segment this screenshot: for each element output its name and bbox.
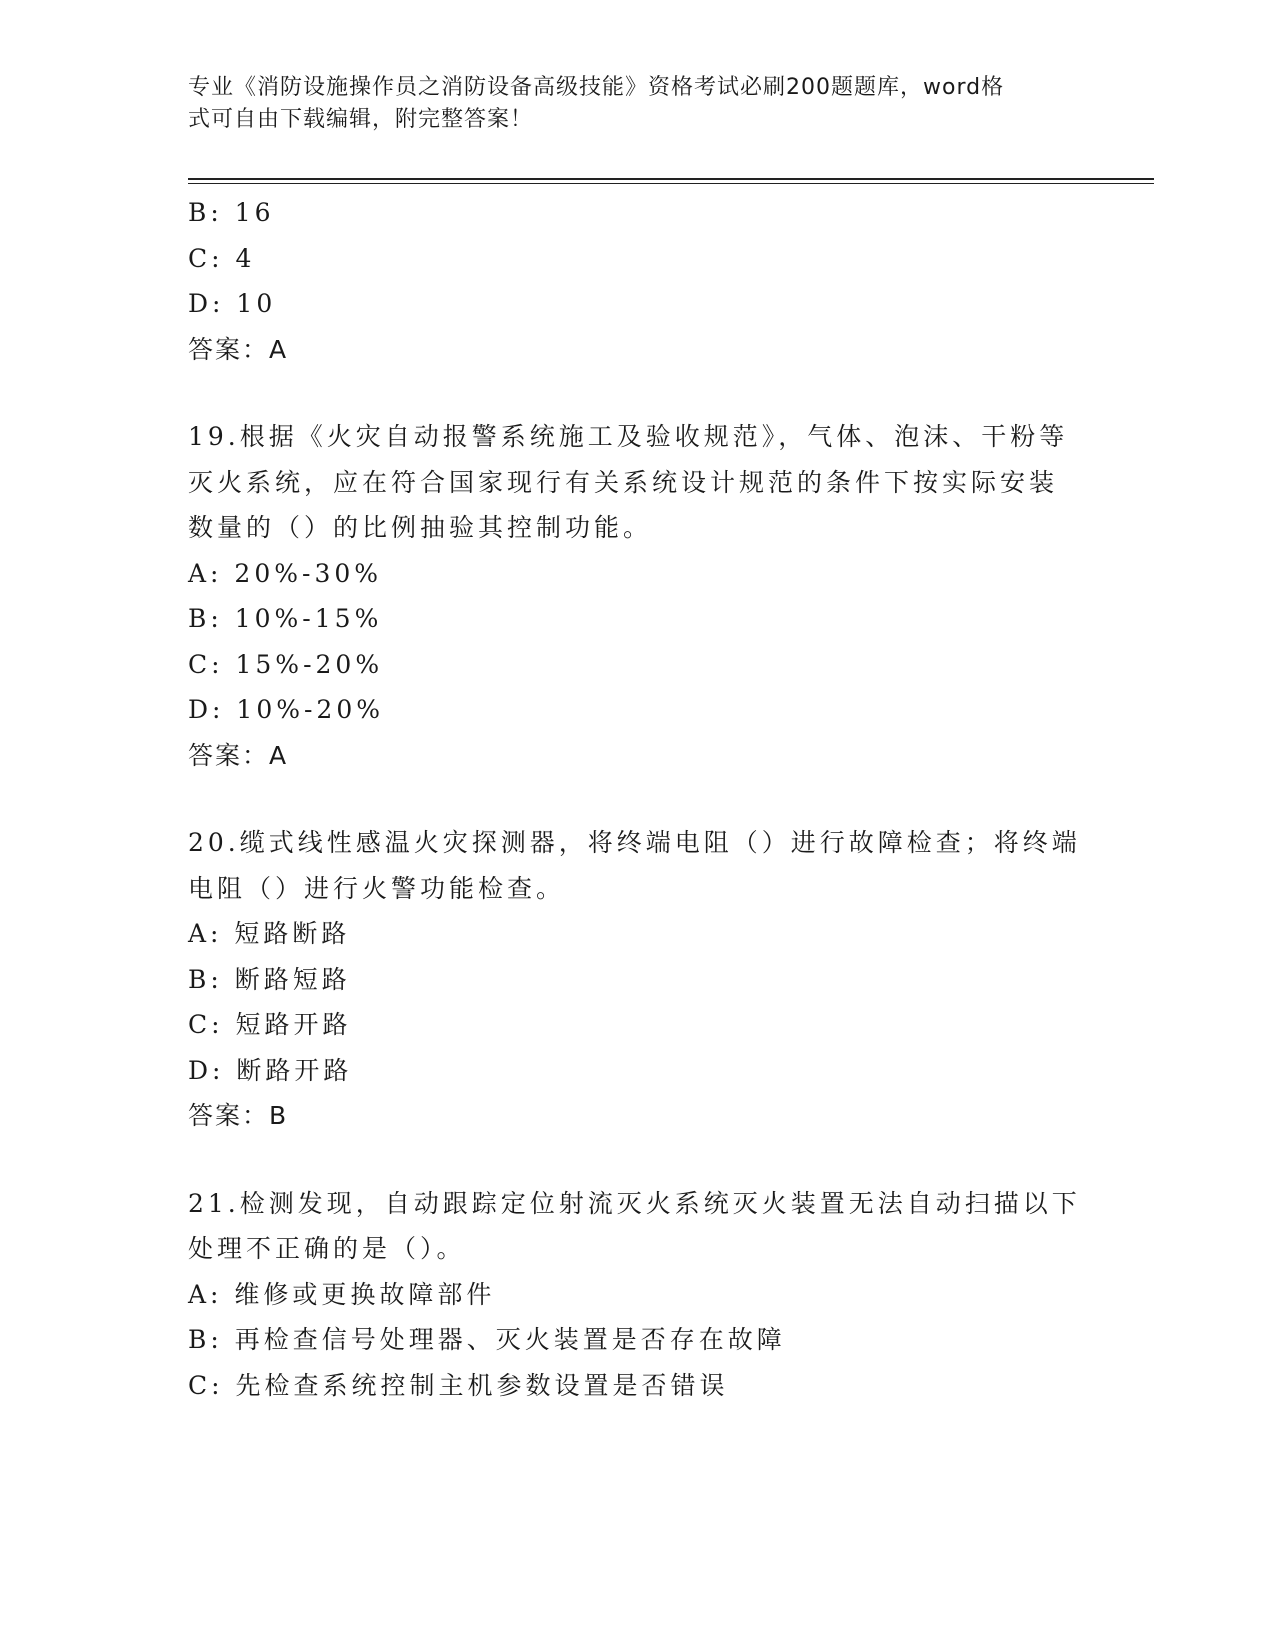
option-d: D: 10%-20% — [188, 695, 384, 724]
question-content — [188, 190, 1088, 1408]
question-20 — [188, 820, 1088, 1139]
question-text: 数量的（）的比例抽验其控制功能。 — [188, 513, 653, 542]
question-text: 21.检测发现，自动跟踪定位射流灭火系统灭火装置无法自动扫描以下 — [188, 1188, 1081, 1218]
previous-question-tail — [188, 190, 1088, 372]
header-rule-thin — [188, 183, 1154, 184]
question-text: 处理不正确的是（）。 — [188, 1234, 466, 1263]
option-a: A: 维修或更换故障部件 — [188, 1279, 496, 1309]
answer-line: 答案：A — [188, 334, 289, 364]
header-line-2: 式可自由下载编辑，附完整答案！ — [188, 107, 534, 132]
question-21 — [188, 1181, 1088, 1409]
document-header — [188, 72, 1068, 136]
option-b: B: 10%-15% — [188, 604, 383, 633]
question-19 — [188, 414, 1088, 778]
header-rule-thick — [188, 178, 1154, 180]
option-c: C: 短路开路 — [188, 1010, 352, 1039]
option-c: C: 15%-20% — [188, 649, 384, 679]
answer-line: 答案：B — [188, 1101, 289, 1130]
header-line-1: 专业《消防设施操作员之消防设备高级技能》资格考试必刷200题题库，word格 — [188, 75, 1005, 100]
answer-line: 答案：A — [188, 740, 289, 770]
option-d: D: 断路开路 — [188, 1055, 353, 1085]
question-text: 电阻（）进行火警功能检查。 — [188, 873, 566, 903]
question-text: 灭火系统，应在符合国家现行有关系统设计规范的条件下按实际安装 — [188, 467, 1059, 497]
question-text: 20.缆式线性感温火灾探测器，将终端电阻（）进行故障检查；将终端 — [188, 828, 1081, 857]
option-a: A: 20%-30% — [188, 558, 383, 588]
option-a: A: 短路断路 — [188, 919, 351, 948]
option-c: C: 4 — [188, 243, 256, 273]
option-c: C: 先检查系统控制主机参数设置是否错误 — [188, 1370, 729, 1400]
question-text: 19.根据《火灾自动报警系统施工及验收规范》，气体、泡沫、干粉等 — [188, 422, 1069, 451]
option-b: B: 断路短路 — [188, 964, 351, 994]
option-b: B: 再检查信号处理器、灭火装置是否存在故障 — [188, 1325, 786, 1354]
option-b: B: 16 — [188, 198, 275, 227]
option-d: D: 10 — [188, 289, 277, 318]
